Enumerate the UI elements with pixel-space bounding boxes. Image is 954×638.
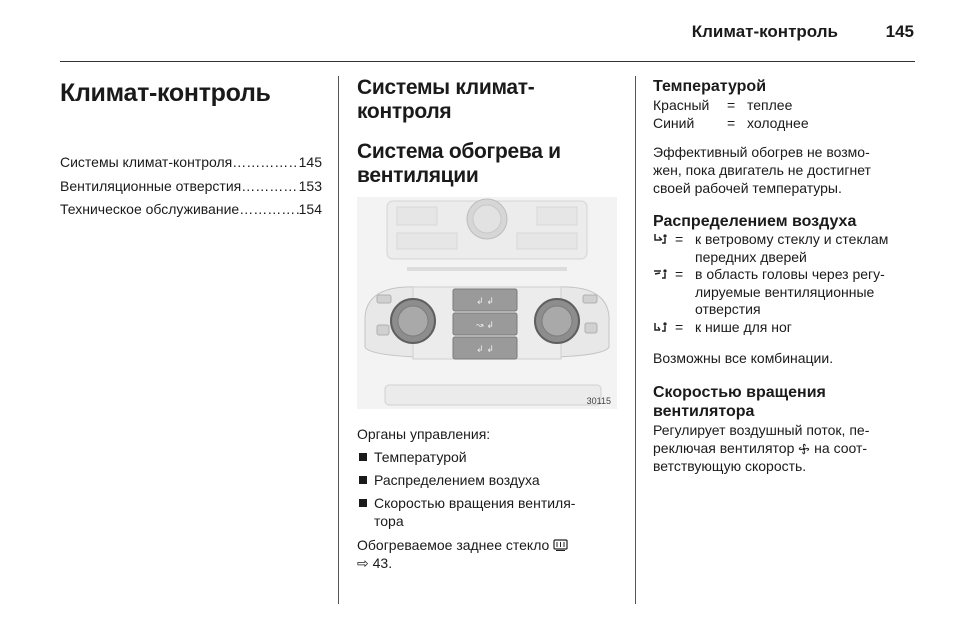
- note-line: Эффективный обогрев не возмо-: [653, 144, 870, 160]
- toc-entry[interactable]: [60, 200, 322, 218]
- temperature-heading: Температурой: [653, 78, 767, 95]
- toc-leader: [239, 200, 298, 218]
- svg-text:↲ ↲: ↲ ↲: [476, 345, 494, 355]
- chapter-column: [60, 76, 325, 224]
- equals: =: [675, 231, 684, 247]
- text-line: на соот-: [814, 440, 868, 456]
- rear-window-text: Обогреваемое заднее стекло: [357, 537, 550, 553]
- list-item: [357, 448, 622, 466]
- note-line: своей рабочей температуры.: [653, 180, 842, 196]
- term: Синий: [653, 115, 695, 131]
- toc-entry[interactable]: [60, 153, 322, 171]
- toc-entry[interactable]: [60, 177, 322, 195]
- description-line: передних дверей: [695, 248, 807, 265]
- list-item-text: [374, 494, 575, 530]
- air-mode-description: [695, 266, 918, 319]
- toc-page: 154: [298, 201, 322, 217]
- section-column: [357, 76, 622, 572]
- svg-text:↝ ↲: ↝ ↲: [476, 321, 494, 331]
- controls-list: [357, 448, 622, 530]
- page-reference[interactable]: 43.: [372, 555, 393, 571]
- bullet-icon: [359, 499, 367, 507]
- header-rule: [60, 61, 915, 62]
- subsection-title-line: Система обогрева и: [357, 140, 561, 163]
- text-line: Регулирует воздушный поток, пе-: [653, 422, 870, 438]
- toc-page: 153: [298, 177, 322, 194]
- equals: =: [727, 97, 736, 113]
- equals: =: [675, 318, 684, 335]
- text-line: реключая вентилятор: [653, 440, 795, 456]
- toc-leader: [241, 177, 298, 195]
- column-divider-1: [338, 76, 339, 604]
- rear-window-note: [357, 536, 622, 572]
- climate-panel-illustration: [357, 197, 617, 409]
- temperature-note: [653, 143, 918, 197]
- note-line: жен, пока двигатель не достигнет: [653, 162, 871, 178]
- column-divider-2: [635, 76, 636, 604]
- definition: холоднее: [747, 115, 809, 131]
- temperature-red-row: [653, 96, 918, 114]
- air-note: Возможны все комбинации.: [653, 350, 834, 366]
- bullet-icon: [359, 476, 367, 484]
- toc-label: Техническое обслуживание: [60, 201, 240, 217]
- toc-label: Системы климат-контроля: [60, 154, 233, 170]
- description-line: к ветровому стеклу и стеклам: [695, 231, 889, 247]
- air-mode-description: [695, 231, 918, 266]
- fan-icon: [798, 443, 810, 455]
- section-title: [357, 76, 622, 124]
- description-line: в область головы через регу-: [695, 266, 885, 282]
- text-line: ветствующую скорость.: [653, 458, 807, 474]
- running-header-title: Климат-контроль: [691, 22, 838, 41]
- fan-speed-heading: [653, 383, 918, 421]
- description-line: лируемые вентиляционные: [695, 283, 875, 300]
- head-vent-icon: [653, 266, 675, 319]
- list-item-line: Скоростью вращения вентиля-: [374, 495, 576, 511]
- list-item-text: Распределением воздуха: [374, 472, 540, 488]
- definition: теплее: [747, 97, 793, 113]
- air-mode-row: [653, 319, 918, 338]
- svg-text:↲ ↲: ↲ ↲: [476, 297, 494, 307]
- page-number: 145: [885, 22, 914, 41]
- footwell-icon: [653, 319, 675, 338]
- chapter-title: Климат-контроль: [60, 79, 271, 107]
- list-item-text: Температурой: [374, 449, 467, 465]
- section-title-line: Системы климат-: [357, 76, 535, 99]
- subsection-title: [357, 140, 622, 188]
- page-ref-arrow-icon: ⇨: [357, 555, 369, 571]
- bullet-icon: [359, 453, 367, 461]
- fan-speed-text: [653, 421, 918, 475]
- climate-panel-photo: [357, 197, 617, 409]
- list-item: [357, 494, 622, 530]
- air-mode-row: [653, 266, 918, 319]
- heading-line: вентилятора: [653, 403, 755, 420]
- heading-line: Скоростью вращения: [653, 384, 826, 401]
- equals: =: [675, 266, 684, 282]
- term: Красный: [653, 97, 710, 113]
- details-column: [653, 76, 918, 475]
- table-of-contents: [60, 153, 325, 218]
- windscreen-footwell-icon: [653, 231, 675, 266]
- list-item: [357, 471, 622, 489]
- controls-intro: Органы управления:: [357, 426, 491, 442]
- air-mode-description: к нише для ног: [695, 318, 792, 335]
- toc-leader: [232, 153, 298, 171]
- list-item-line: тора: [374, 513, 404, 529]
- toc-page: 145: [298, 154, 322, 170]
- rear-window-heater-icon: [553, 539, 568, 552]
- figure-number: 30115: [586, 396, 611, 406]
- air-distribution-heading: Распределением воздуха: [653, 213, 857, 230]
- section-title-line: контроля: [357, 100, 452, 123]
- description-line: отверстия: [695, 301, 761, 317]
- equals: =: [727, 115, 736, 131]
- toc-label: Вентиляционные отверстия: [60, 177, 242, 194]
- subsection-title-line: вентиляции: [357, 164, 479, 187]
- temperature-blue-row: [653, 114, 918, 132]
- air-mode-row: [653, 231, 918, 266]
